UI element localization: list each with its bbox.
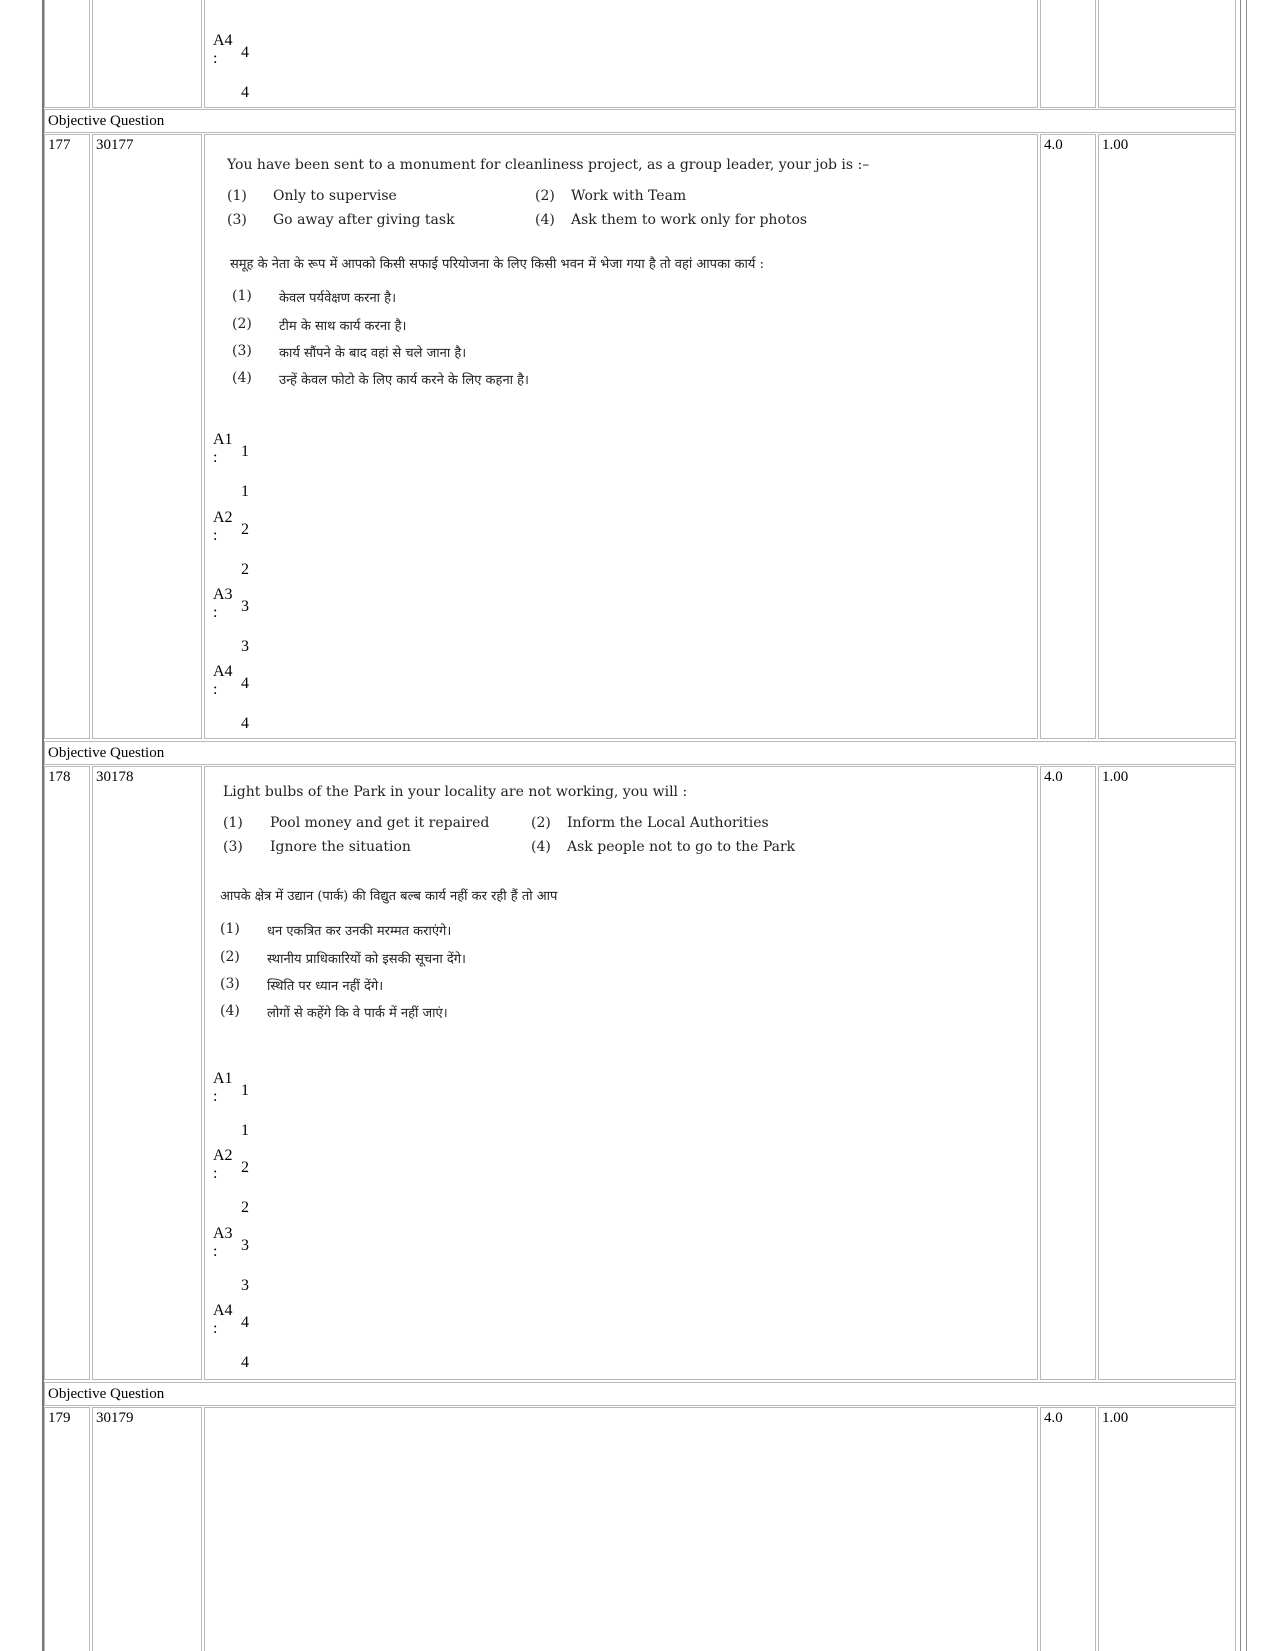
question-text-hindi: आपके क्षेत्र में उद्यान (पार्क) की विद्युत बल्ब कार्य नहीं कर रही हैं तो आप <box>220 889 558 904</box>
answer-label: A4 <box>213 32 233 49</box>
answer-label: A3 <box>213 586 233 603</box>
answer-value-repeat: 2 <box>241 561 249 578</box>
option-4-number: (4) <box>535 212 555 228</box>
answer-value: 3 <box>241 1237 249 1254</box>
hindi-option-2-text: टीम के साथ कार्य करना है। <box>279 319 407 334</box>
negative-marks: 1.00 <box>1098 134 1236 739</box>
option-1-text: Only to supervise <box>273 188 397 204</box>
answer-label: A4 <box>213 1302 233 1319</box>
question-body: You have been sent to a monument for cleanliness project, as a group leader, your job is :– (1) Only to supervise (2) Work with Team (3) Go away after giving task (4) Ask them to work only for photos समूह के नेता के रूप में आपको किसी सफाई परियोजना के लिए किसी भवन में भेजा गया है तो वहां आपका कार्य : (1) केवल पर्यवेक्षण करना है। (2) टीम के साथ कार्य करना है। (3) कार्य सौंपने के बाद वहां से चले जाना है। (4) उन्हें केवल फोटो के लिए कार्य करने के लिए कहना है। A1 : 1 1 A2 : 2 2 A3 : 3 3 A4 : 4 4 <box>204 134 1038 739</box>
answer-label: A3 <box>213 1225 233 1242</box>
marks: 4.0 <box>1040 766 1096 1380</box>
question-id: 30177 <box>92 134 202 739</box>
category-label: Objective Question <box>44 109 1236 133</box>
answer-value-repeat: 4 <box>241 715 249 732</box>
answer-value-repeat: 1 <box>241 483 249 500</box>
option-3-text: Ignore the situation <box>270 839 411 855</box>
option-4-text: Ask people not to go to the Park <box>567 839 796 855</box>
answer-label: A1 <box>213 1070 233 1087</box>
answer-label: A2 <box>213 1147 233 1164</box>
option-4-number: (4) <box>531 839 551 855</box>
answer-value: 2 <box>241 1159 249 1176</box>
serial-cell <box>44 0 90 108</box>
answer-value: 1 <box>241 443 249 460</box>
negative-marks-cell <box>1098 0 1236 108</box>
answer-value-repeat: 3 <box>241 1277 249 1294</box>
option-1-number: (1) <box>223 815 243 831</box>
negative-marks: 1.00 <box>1098 766 1236 1380</box>
question-id: 30178 <box>92 766 202 1380</box>
answer-value-repeat: 2 <box>241 1199 249 1216</box>
hindi-option-4-number: (4) <box>232 370 252 386</box>
option-1-text: Pool money and get it repaired <box>270 815 490 831</box>
marks: 4.0 <box>1040 134 1096 739</box>
question-id: 30179 <box>92 1407 202 1651</box>
hindi-option-3-number: (3) <box>220 976 240 992</box>
question-text-english: Light bulbs of the Park in your locality are not working, you will : <box>223 784 688 800</box>
question-body <box>204 1407 1038 1651</box>
serial-number: 177 <box>44 134 90 739</box>
marks: 4.0 <box>1040 1407 1096 1651</box>
hindi-option-4-number: (4) <box>220 1003 240 1019</box>
option-3-number: (3) <box>227 212 247 228</box>
option-3-number: (3) <box>223 839 243 855</box>
hindi-option-2-text: स्थानीय प्राधिकारियों को इसकी सूचना देंगे। <box>267 952 466 967</box>
answer-value: 4 <box>241 1314 249 1331</box>
page-border-right <box>1240 0 1241 1651</box>
marks-cell <box>1040 0 1096 108</box>
answer-label: A1 <box>213 431 233 448</box>
option-2-text: Inform the Local Authorities <box>567 815 769 831</box>
hindi-option-1-number: (1) <box>232 288 252 304</box>
negative-marks: 1.00 <box>1098 1407 1236 1651</box>
category-label: Objective Question <box>44 1382 1236 1406</box>
answer-value-repeat: 4 <box>241 1354 249 1371</box>
answer-value: 1 <box>241 1082 249 1099</box>
question-text-hindi: समूह के नेता के रूप में आपको किसी सफाई परियोजना के लिए किसी भवन में भेजा गया है तो वहां आपका कार्य : <box>230 257 764 272</box>
hindi-option-4-text: उन्हें केवल फोटो के लिए कार्य करने के लिए कहना है। <box>279 373 529 388</box>
question-text-english: You have been sent to a monument for cleanliness project, as a group leader, your job is :– <box>227 157 870 173</box>
hindi-option-1-text: केवल पर्यवेक्षण करना है। <box>279 291 397 306</box>
option-2-text: Work with Team <box>571 188 687 204</box>
category-label: Objective Question <box>44 741 1236 765</box>
hindi-option-2-number: (2) <box>232 316 252 332</box>
serial-number: 179 <box>44 1407 90 1651</box>
question-body: Light bulbs of the Park in your locality are not working, you will : (1) Pool money and get it repaired (2) Inform the Local Authorities (3) Ignore the situation (4) Ask people not to go to the Park आपके क्षेत्र में उद्यान (पार्क) की विद्युत बल्ब कार्य नहीं कर रही हैं तो आप (1) धन एकत्रित कर उनकी मरम्मत कराएंगे। (2) स्थानीय प्राधिकारियों को इसकी सूचना देंगे। (3) स्थिति पर ध्यान नहीं देंगे। (4) लोगों से कहेंगे कि वे पार्क में नहीं जाएं। A1 : 1 1 A2 : 2 2 A3 : 3 3 A4 : 4 4 <box>204 766 1038 1380</box>
question-id-cell <box>92 0 202 108</box>
answer-label: A4 <box>213 663 233 680</box>
hindi-option-1-number: (1) <box>220 921 240 937</box>
answer-value: 4 <box>241 44 249 61</box>
answer-label: A2 <box>213 509 233 526</box>
option-4-text: Ask them to work only for photos <box>571 212 808 228</box>
option-1-number: (1) <box>227 188 247 204</box>
answer-value-repeat: 1 <box>241 1122 249 1139</box>
answer-value: 2 <box>241 521 249 538</box>
page-border-right-outer <box>1246 0 1247 1651</box>
option-2-number: (2) <box>535 188 555 204</box>
hindi-option-3-text: स्थिति पर ध्यान नहीं देंगे। <box>267 979 384 994</box>
option-2-number: (2) <box>531 815 551 831</box>
hindi-option-2-number: (2) <box>220 949 240 965</box>
hindi-option-3-text: कार्य सौंपने के बाद वहां से चले जाना है। <box>279 346 467 361</box>
serial-number: 178 <box>44 766 90 1380</box>
question-body-cell: A4 : 4 4 <box>204 0 1038 108</box>
answer-value-repeat: 3 <box>241 638 249 655</box>
hindi-option-3-number: (3) <box>232 343 252 359</box>
hindi-option-4-text: लोगों से कहेंगे कि वे पार्क में नहीं जाएं। <box>267 1006 448 1021</box>
answer-value-repeat: 4 <box>241 84 249 101</box>
answer-value: 4 <box>241 675 249 692</box>
option-3-text: Go away after giving task <box>273 212 455 228</box>
question-paper-page <box>42 0 1248 1651</box>
answer-value: 3 <box>241 598 249 615</box>
hindi-option-1-text: धन एकत्रित कर उनकी मरम्मत कराएंगे। <box>267 924 452 939</box>
